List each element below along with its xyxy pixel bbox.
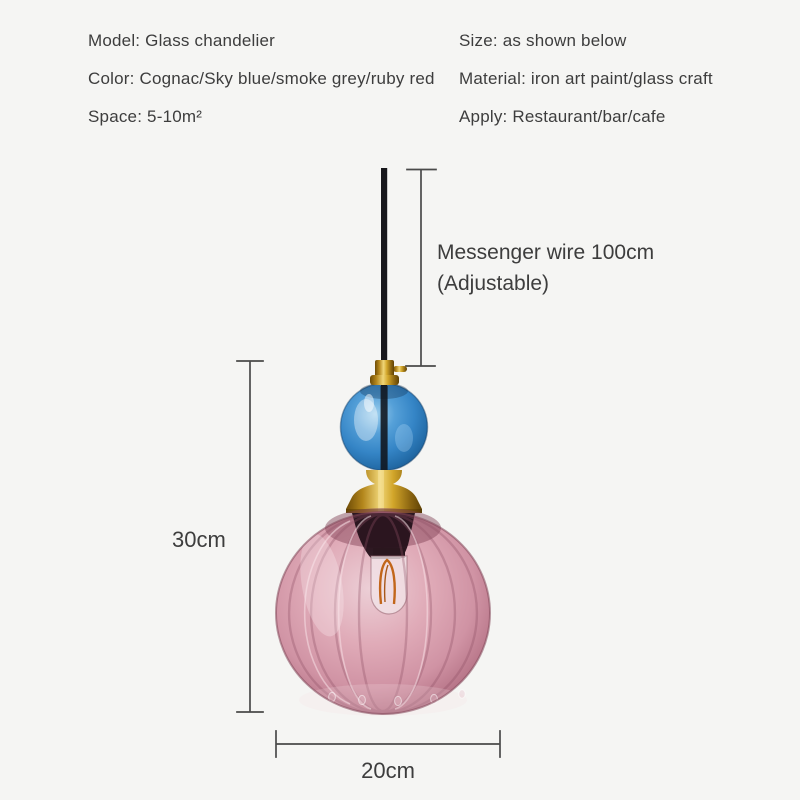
- spec-size: Size: as shown below: [459, 31, 627, 50]
- gold-connector: [346, 470, 422, 513]
- width-dimension-label: 20cm: [361, 758, 415, 783]
- width-measure-line: [276, 731, 500, 757]
- wire-length-annotation: [437, 237, 654, 299]
- spec-model: Model: Glass chandelier: [88, 31, 275, 50]
- light-bulb: [371, 548, 407, 614]
- wire-adjustable-text: (Adjustable): [437, 272, 550, 295]
- height-measure-line: [237, 361, 263, 712]
- hanging-wire: [381, 168, 388, 516]
- height-dimension-label: 30cm: [172, 527, 226, 552]
- spec-material: Material: iron art paint/glass craft: [459, 69, 713, 88]
- top-brass-fitting: [370, 360, 407, 385]
- wire-measure-line: [406, 170, 436, 367]
- wire-length-text: Messenger wire 100cm: [437, 241, 655, 264]
- spec-color: Color: Cognac/Sky blue/smoke grey/ruby red: [88, 69, 435, 88]
- spec-apply: Apply: Restaurant/bar/cafe: [459, 107, 666, 126]
- spec-space: Space: 5-10m²: [88, 107, 203, 126]
- pink-glass-shade: [276, 508, 490, 716]
